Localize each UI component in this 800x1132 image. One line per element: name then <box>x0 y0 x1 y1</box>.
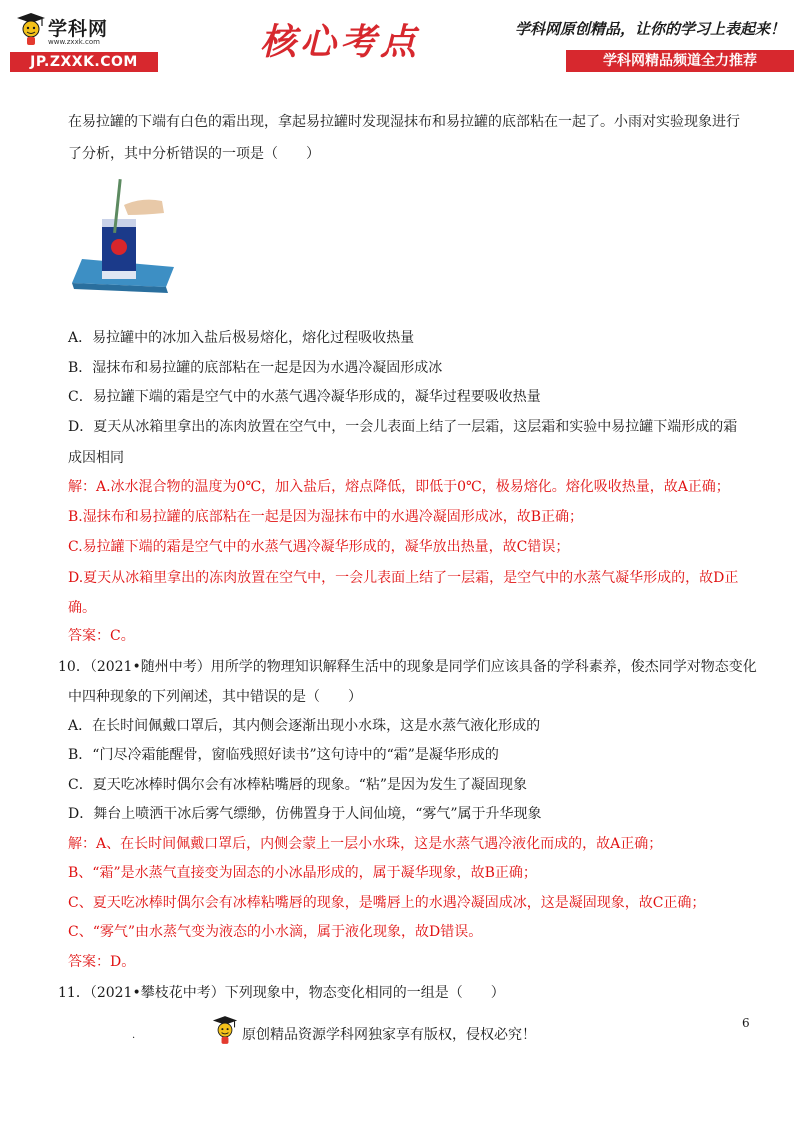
logo-name: 学科网 <box>48 18 109 40</box>
q9-solution-line1: 解：A.冰水混合物的温度为0℃，加入盐后，熔点降低，即低于0℃，极易熔化。熔化吸收热量，故A正确； <box>68 479 730 495</box>
q10-answer: 答案：D。 <box>68 954 136 970</box>
q9-solution-line5: 确。 <box>68 600 96 616</box>
copyright-notice: 原创精品资源学科网独家享有版权，侵权必究！ <box>242 1027 536 1043</box>
page-title: 核心考点 <box>259 22 420 63</box>
q10-option-a: A．在长时间佩戴口罩后，其内侧会逐渐出现小水珠，这是水蒸气液化形成的 <box>68 718 541 734</box>
q10-stem-line2: 中四种现象的下列阐述，其中错误的是（ ） <box>68 689 362 705</box>
can-experiment-figure <box>68 175 178 295</box>
header-slogan: 学科网原创精品，让你的学习上表起来！ <box>515 20 786 38</box>
q10-solution-line1: 解：A、在长时间佩戴口罩后，内侧会蒙上一层小水珠，这是水蒸气遇冷液化而成的，故A正确； <box>68 836 663 852</box>
header-recommend-bar: 学科网精品频道全力推荐 <box>566 50 794 72</box>
q11-stem-line1: 11．（2021•攀枝花中考）下列现象中，物态变化相同的一组是（ ） <box>58 985 505 1001</box>
q10-solution-line2: B、“霜”是水蒸气直接变为固态的小冰晶形成的，属于凝华现象，故B正确； <box>68 865 537 881</box>
q9-solution-line4: D.夏天从冰箱里拿出的冻肉放置在空气中，一会儿表面上结了一层霜，是空气中的水蒸气凝华形成的，故D正 <box>68 570 739 586</box>
q9-option-a: A．易拉罐中的冰加入盐后极易熔化，熔化过程吸收热量 <box>68 330 415 346</box>
footer-dot: . <box>132 1030 136 1041</box>
q9-option-d-line2: 成因相同 <box>68 450 124 466</box>
q9-stem-line1: 在易拉罐的下端有白色的霜出现，拿起易拉罐时发现湿抹布和易拉罐的底部粘在一起了。小雨对实验现象进行 <box>68 114 740 130</box>
q10-stem-line1: 10．（2021•随州中考）用所学的物理知识解释生活中的现象是同学们应该具备的学科素养，俊杰同学对物态变化 <box>58 659 757 675</box>
logo-url: www.zxxk.com <box>48 38 100 46</box>
q9-option-b: B．湿抹布和易拉罐的底部粘在一起是因为水遇冷凝固形成冰 <box>68 360 443 376</box>
page-number: 6 <box>742 1016 750 1030</box>
q10-option-c: C．夏天吃冰棒时偶尔会有冰棒粘嘴唇的现象。“粘”是因为发生了凝固现象 <box>68 777 528 793</box>
zxxk-logo <box>10 12 160 72</box>
q10-solution-line4: C、“雾气”由水蒸气变为液态的小水滴，属于液化现象，故D错误。 <box>68 924 483 940</box>
q9-solution-line3: C.易拉罐下端的霜是空气中的水蒸气遇冷凝华形成的，凝华放出热量，故C错误； <box>68 539 570 555</box>
page-header <box>0 0 800 80</box>
mascot-icon <box>16 12 46 46</box>
q9-option-c: C．易拉罐下端的霜是空气中的水蒸气遇冷凝华形成的，凝华过程要吸收热量 <box>68 389 541 405</box>
q9-answer: 答案：C。 <box>68 628 135 644</box>
mascot-icon <box>212 1014 238 1046</box>
q10-solution-line3: C、夏天吃冰棒时偶尔会有冰棒粘嘴唇的现象，是嘴唇上的水遇冷凝固成冰，这是凝固现象，故C正确； <box>68 895 706 911</box>
q9-stem-line2: 了分析，其中分析错误的一项是（ ） <box>68 146 320 162</box>
q9-option-d-line1: D．夏天从冰箱里拿出的冻肉放置在空气中，一会儿表面上结了一层霜，这层霜和实验中易拉罐下端形成的霜 <box>68 419 738 435</box>
q9-solution-line2: B.湿抹布和易拉罐的底部粘在一起是因为湿抹布中的水遇冷凝固形成冰，故B正确； <box>68 509 584 525</box>
q10-option-d: D．舞台上喷洒干冰后雾气缥缈，仿佛置身于人间仙境，“雾气”属于升华现象 <box>68 806 542 822</box>
q10-option-b: B．“门尽冷霜能醒骨，窗临残照好读书”这句诗中的“霜”是凝华形成的 <box>68 747 499 763</box>
logo-domain-bar: JP.ZXXK.COM <box>10 52 158 72</box>
